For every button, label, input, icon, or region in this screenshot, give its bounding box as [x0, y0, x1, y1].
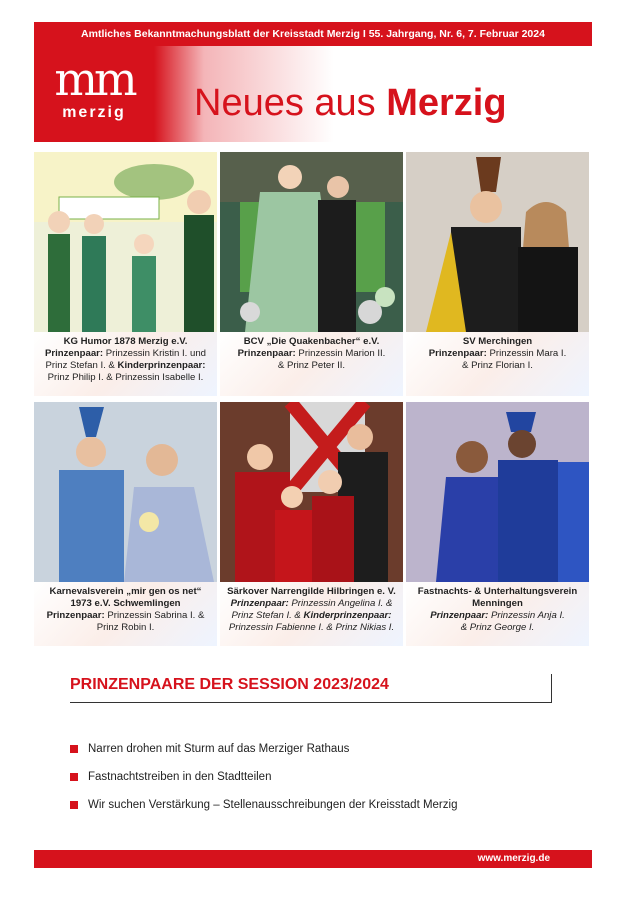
- club-name: KG Humor 1878 Merzig e.V.: [63, 336, 188, 347]
- bullet-square-icon: [70, 745, 78, 753]
- session-heading: PRINZENPAARE DER SESSION 2023/2024: [70, 676, 389, 693]
- couple-line: Prinz Stefan I. & Kinderprinzenpaar:: [45, 360, 206, 371]
- photo-kv-schwemlingen: [34, 402, 217, 582]
- couple-line: Prinz Philip I. & Prinzessin Isabelle I.: [47, 372, 204, 383]
- caption-saerkover-hilbringen: [220, 582, 403, 646]
- photo-fuv-menningen: [406, 402, 589, 582]
- caption-kv-schwemlingen: [34, 582, 217, 646]
- caption-sv-merchingen: [406, 332, 589, 396]
- club-name-line2: Menningen: [472, 598, 523, 609]
- merzig-logo[interactable]: [34, 52, 154, 132]
- teaser-text: Narren drohen mit Sturm auf das Merziger Rathaus: [88, 743, 350, 755]
- caption-kg-humor: [34, 332, 217, 396]
- title-bold: Merzig: [386, 82, 507, 124]
- website-link[interactable]: www.merzig.de: [477, 853, 550, 864]
- masthead-banner: Amtliches Bekanntmachungsblatt der Kreisstadt Merzig I 55. Jahrgang, Nr. 6, 7. Februar 2024: [34, 22, 592, 46]
- newspaper-title: [194, 80, 507, 126]
- club-name: BCV „Die Quakenbacher“ e.V.: [243, 336, 380, 347]
- couple-line: & Prinz Florian I.: [462, 360, 533, 371]
- caption-fuv-menningen: [406, 582, 589, 646]
- teaser-text: Wir suchen Verstärkung – Stellenausschreibungen der Kreisstadt Merzig: [88, 799, 458, 811]
- teaser-list: [70, 742, 457, 826]
- club-name-line2: 1973 e.V. Schwemlingen: [70, 598, 181, 609]
- heading-rule-vertical: [551, 674, 552, 702]
- list-item[interactable]: [70, 770, 457, 784]
- photo-saerkover-hilbringen: [220, 402, 403, 582]
- bullet-square-icon: [70, 801, 78, 809]
- photo-sv-merchingen: [406, 152, 589, 332]
- logo-word: merzig: [62, 104, 126, 121]
- photo-bcv-quakenbacher: [220, 152, 403, 332]
- list-item[interactable]: [70, 742, 457, 756]
- couple-line: Prinz Robin I.: [96, 622, 155, 633]
- couple-line: Prinzenpaar: Prinzessin Angelina I. &: [230, 598, 393, 609]
- couple-line: & Prinz Peter II.: [277, 360, 346, 371]
- couple-line: Prinz Stefan I. & Kinderprinzenpaar:: [231, 610, 392, 621]
- footer-bar: [34, 850, 592, 868]
- couple-line: Prinzessin Fabienne I. & Prinz Nikias I.: [228, 622, 395, 633]
- list-item[interactable]: [70, 798, 457, 812]
- teaser-text: Fastnachtstreiben in den Stadtteilen: [88, 771, 272, 783]
- title-light: Neues aus: [194, 82, 376, 124]
- couple-line: Prinzenpaar: Prinzessin Anja I.: [430, 610, 565, 621]
- club-name: SV Merchingen: [462, 336, 533, 347]
- couple-line: & Prinz George I.: [460, 622, 535, 633]
- couple-line: Prinzenpaar: Prinzessin Kristin I. und: [44, 348, 207, 359]
- couple-line: Prinzenpaar: Prinzessin Mara I.: [428, 348, 567, 359]
- bullet-square-icon: [70, 773, 78, 781]
- couple-line: Prinzenpaar: Prinzessin Marion II.: [237, 348, 386, 359]
- caption-bcv-quakenbacher: [220, 332, 403, 396]
- club-name: Karnevalsverein „mir gen os net“: [49, 586, 202, 597]
- club-name: Särkover Narrengilde Hilbringen e. V.: [227, 586, 396, 597]
- photo-kg-humor: [34, 152, 217, 332]
- club-name: Fastnachts- & Unterhaltungsverein: [417, 586, 578, 597]
- couple-line: Prinzenpaar: Prinzessin Sabrina I. &: [46, 610, 205, 621]
- heading-rule-horizontal: [70, 702, 552, 703]
- logo-letters: mm: [54, 52, 134, 106]
